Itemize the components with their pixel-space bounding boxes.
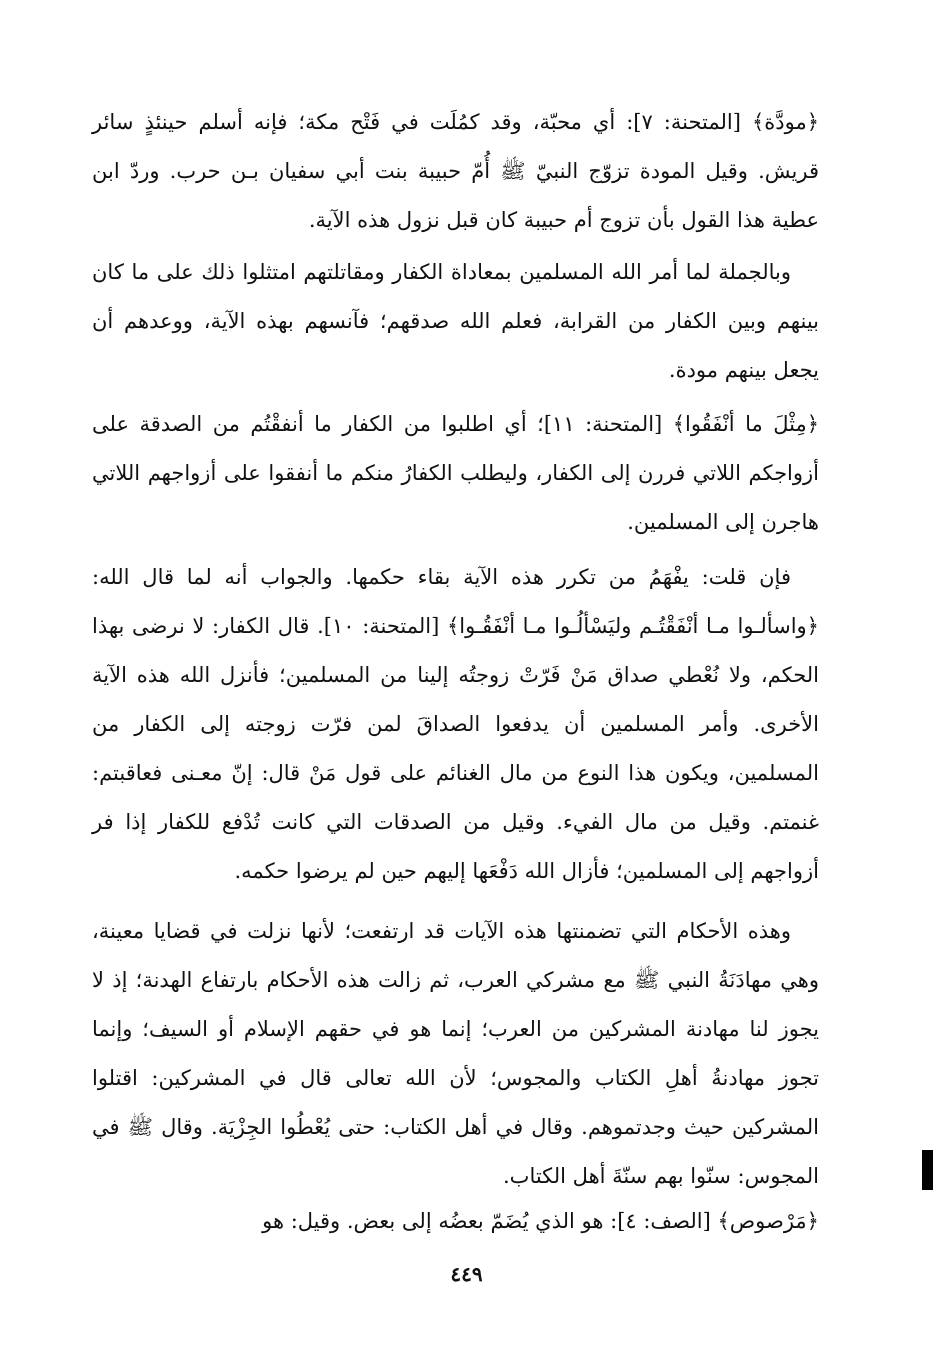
paragraph-marsus: ﴿مَرْصوص﴾ [الصف: ٤]: هو الذي يُضَمّ بعضُه إلى بعض. وقيل: هو xyxy=(262,1209,819,1233)
paragraph-summary: وبالجملة لما أمر الله المسلمين بمعاداة الكفار ومقاتلتهم امتثلوا ذلك على ما كان بينهم وبين الكفار من القرابة، فعلم الله صدقهم؛ فآنسهم بهذه الآية، ووعدهم أن يجعل بينهم مودة. xyxy=(92,260,819,382)
page-number: ٤٤٩ xyxy=(450,1262,483,1286)
paragraph-mawadda: ﴿مودَّة﴾ [المتحنة: ٧]: أي محبّة، وقد كمُلَت في فَتْح مكة؛ فإنه أسلم حينئذٍ سائر قريش. وقيل المودة تزوّج النبيّ ﷺ أُمّ حبيبة بنت أبي سفيان بـن حرب. وردّ ابن عطية هذا القول بأن تزوج أم حبيبة كان قبل نزول هذه الآية. xyxy=(92,110,820,232)
text-paragraph-1 xyxy=(92,98,819,245)
text-paragraph-2 xyxy=(92,248,819,395)
text-paragraph-5 xyxy=(92,907,819,1201)
paragraph-abrogated-rulings: وهذه الأحكام التي تضمنتها هذه الآيات قد ارتفعت؛ لأنها نزلت في قضايا معينة، وهي مهادَنَةُ النبي ﷺ مع مشركي العرب، ثم زالت هذه الأحكام بارتفاع الهدنة؛ إذ لا يجوز لنا مهادنة المشركين من العرب؛ إنما هو في حقهم الإسلام أو السيف؛ وإنما تجوز مهادنةُ أهلِ الكتاب والمجوس؛ لأن الله تعالى قال في المشركين: اقتلوا المشركين حيث وجدتموهم. وقال في أهل الكتاب: حتى يُعْطُوا الجِزْيَة. وقال ﷺ في المجوس: سنّوا بهم سنّةَ أهل الكتاب. xyxy=(92,919,819,1188)
paragraph-question-answer: فإن قلت: يفْهَمُ من تكرر هذه الآية بقاء حكمها. والجواب أنه لما قال الله: ﴿واسألـوا مـا أنْفَقْتُـم وليَسْألُـوا مـا أنْفَقُـوا﴾ [المتحنة: ١٠]. قال الكفار: لا نرضى بهذا الحكم، ولا نُعْطي صداق مَنْ فَرّتْ زوجتُه إلينا من المسلمين؛ فأنزل الله هذه الآية الأخرى. وأمر المسلمين أن يدفعوا الصداقَ لمن فرّت زوجته إلى الكفار من المسلمين، ويكون هذا النوع من مال الغنائم على قول مَنْ قال: إنّ معـنى فعاقبتم: غنمتم. وقيل من مال الفيء. وقيل من الصدقات التي كانت تُدْفع للكفار إذا فر أزواجهم إلى المسلمين؛ فأزال الله دَفْعَها إليهم حين لم يرضوا حكمه. xyxy=(92,565,819,883)
paragraph-mithla-ma-anfaqu: ﴿مِثْلَ ما أنْفَقُوا﴾ [المتحنة: ١١]؛ أي اطلبوا من الكفار ما أنفقْتُم من الصدقة على أزواجكم اللاتي فررن إلى الكفار، وليطلب الكفارُ منكم ما أنفقوا على أزواجهم اللاتي هاجرن إلى المسلمين. xyxy=(92,412,819,534)
text-paragraph-4 xyxy=(92,553,819,896)
scan-edge-mark xyxy=(922,1150,933,1190)
text-paragraph-3 xyxy=(92,400,819,547)
text-paragraph-6 xyxy=(92,1197,819,1246)
